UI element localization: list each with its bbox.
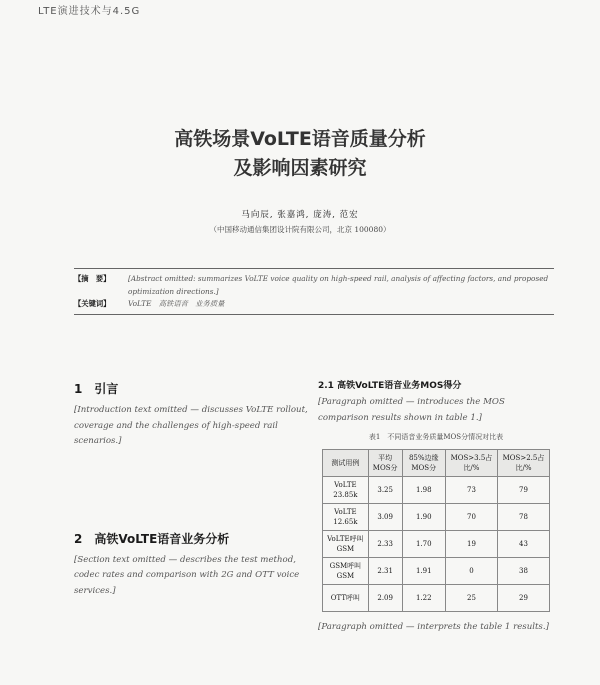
table-cell: VoLTE 12.65k xyxy=(323,503,369,530)
table-cell: GSM呼叫GSM xyxy=(323,557,369,584)
table-cell: 70 xyxy=(445,503,497,530)
table-cell: 2.33 xyxy=(368,530,402,557)
table-cell: 1.22 xyxy=(402,584,445,611)
table-cell: 3.09 xyxy=(368,503,402,530)
table-cell: 1.70 xyxy=(402,530,445,557)
section-tag: LTE演进技术与4.5G xyxy=(38,6,141,17)
table-cell: 3.25 xyxy=(368,476,402,503)
author-list: 马向辰, 张嘉鸿, 庞涛, 范宏 xyxy=(241,210,359,220)
table-header-cell: MOS>2.5占比/% xyxy=(497,449,549,476)
table-cell: OTT呼叫 xyxy=(323,584,369,611)
table-cell: 38 xyxy=(497,557,549,584)
table-cell: VoLTE呼叫GSM xyxy=(323,530,369,557)
table-cell: 79 xyxy=(497,476,549,503)
keywords-label: 【关键词】 xyxy=(74,299,111,308)
table-cell: 0 xyxy=(445,557,497,584)
table-row xyxy=(323,476,550,503)
table-header-cell: 85%边缘MOS分 xyxy=(402,449,445,476)
section-1-body: [Introduction text omitted — discusses VoLTE rollout, coverage and the challenges of high-speed rail scenarios.] xyxy=(74,405,308,447)
section-2-1-heading: 2.1 高铁VoLTE语音业务MOS得分 xyxy=(318,381,462,391)
table-cell: 2.09 xyxy=(368,584,402,611)
table-cell: 1.90 xyxy=(402,503,445,530)
table-header-row xyxy=(323,449,550,476)
table-cell: 2.31 xyxy=(368,557,402,584)
table-row xyxy=(323,557,550,584)
section-2-heading: 2 高铁VoLTE语音业务分析 xyxy=(74,531,230,546)
left-column xyxy=(74,378,310,600)
section-2-1-intro: [Paragraph omitted — introduces the MOS comparison results shown in table 1.] xyxy=(318,397,505,423)
table-cell: 1.98 xyxy=(402,476,445,503)
table-row xyxy=(323,530,550,557)
table-1 xyxy=(322,449,550,612)
table-row xyxy=(323,503,550,530)
article-title-line2: 及影响因素研究 xyxy=(233,157,367,179)
abstract-text: [Abstract omitted: summarizes VoLTE voice quality on high-speed rail, analysis of affecting factors, and proposed optimization directions.] xyxy=(128,274,549,296)
table-header-cell: MOS>3.5占比/% xyxy=(445,449,497,476)
table-row xyxy=(323,584,550,611)
table-cell: 78 xyxy=(497,503,549,530)
table-header-cell: 平均MOS分 xyxy=(368,449,402,476)
table-cell: 43 xyxy=(497,530,549,557)
section-1-heading: 1 引言 xyxy=(74,382,119,396)
table-cell: 19 xyxy=(445,530,497,557)
table-cell: VoLTE 23.85k xyxy=(323,476,369,503)
keywords-text: VoLTE 高铁语音 业务质量 xyxy=(128,299,225,308)
right-column xyxy=(318,378,554,635)
abstract-box xyxy=(74,268,554,315)
section-2-1-body: [Paragraph omitted — interprets the table 1 results.] xyxy=(318,621,549,632)
affiliation: （中国移动通信集团设计院有限公司，北京 100080） xyxy=(209,225,391,234)
article-title-line1: 高铁场景VoLTE语音质量分析 xyxy=(174,128,426,150)
table-cell: 1.91 xyxy=(402,557,445,584)
table-header-cell: 测试用例 xyxy=(323,449,369,476)
abstract-label: 【摘 要】 xyxy=(74,274,111,283)
table-cell: 29 xyxy=(497,584,549,611)
table-cell: 73 xyxy=(445,476,497,503)
table-1-caption: 表1 不同语音业务质量MOS分情况对比表 xyxy=(368,433,504,442)
table-cell: 25 xyxy=(445,584,497,611)
section-2-body: [Section text omitted — describes the test method, codec rates and comparison with 2G and OTT voice services.] xyxy=(74,554,300,596)
